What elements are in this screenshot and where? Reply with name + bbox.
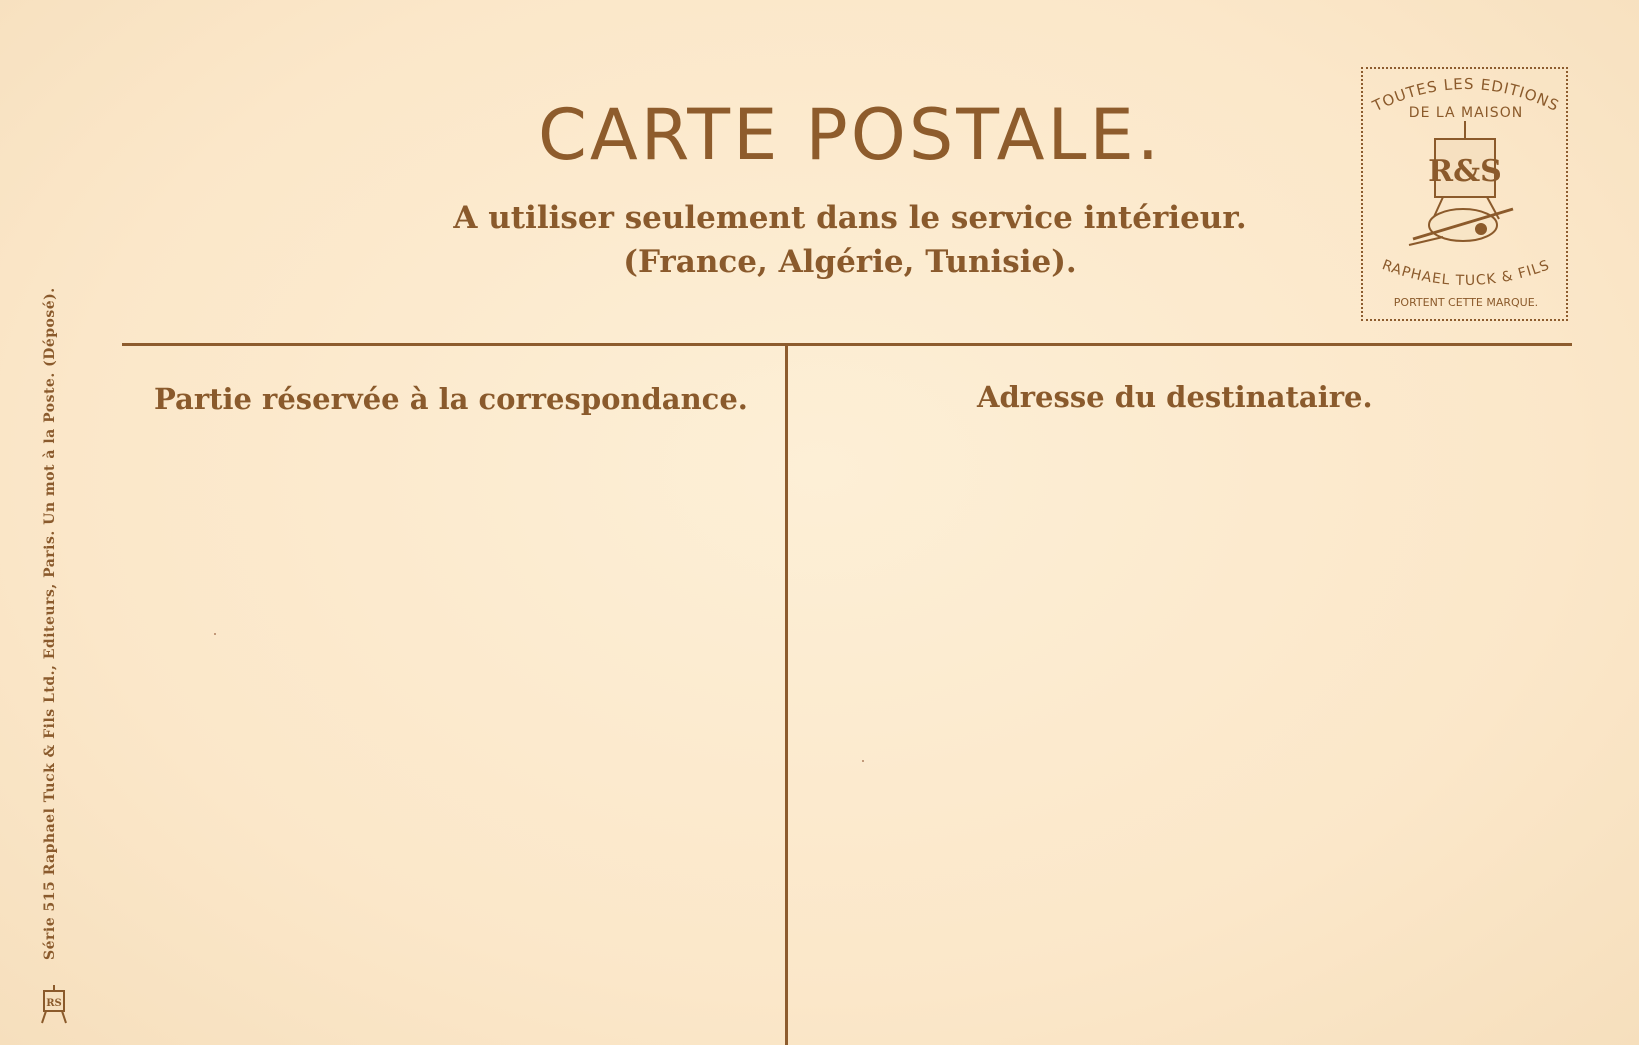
paper-speck	[862, 760, 864, 762]
side-imprint: Série 515 Raphael Tuck & Fils Ltd., Editeurs, Paris. Un mot à la Poste. (Déposé).	[42, 287, 58, 960]
usage-note: A utiliser seulement dans le service intérieur.	[453, 200, 1247, 236]
vertical-divider	[785, 345, 788, 1045]
horizontal-divider	[122, 343, 1572, 346]
publisher-logo-icon	[36, 985, 72, 1025]
stamp-area	[1361, 67, 1568, 321]
stamp-top-arc: TOUTES LES EDITIONS	[1369, 74, 1563, 116]
stamp-bottom-line2: PORTENT CETTE MARQUE.	[1393, 296, 1539, 309]
publisher-mark-icon	[1363, 69, 1570, 323]
stamp-top-line2: DE LA MAISON	[1408, 105, 1524, 121]
stamp-bottom-arc: RAPHAEL TUCK & FILS	[1379, 257, 1553, 290]
easel-palette-icon	[1409, 121, 1513, 245]
address-label: Adresse du destinataire.	[977, 380, 1373, 414]
usage-regions: (France, Algérie, Tunisie).	[623, 244, 1077, 280]
correspondence-label: Partie réservée à la correspondance.	[154, 382, 748, 416]
svg-text:RS: RS	[46, 998, 62, 1009]
svg-text:R&S: R&S	[1428, 154, 1502, 189]
paper-speck	[214, 633, 216, 635]
svg-text:RAPHAEL TUCK & FILS	[1380, 257, 1552, 289]
card-title: CARTE POSTALE.	[538, 94, 1162, 176]
